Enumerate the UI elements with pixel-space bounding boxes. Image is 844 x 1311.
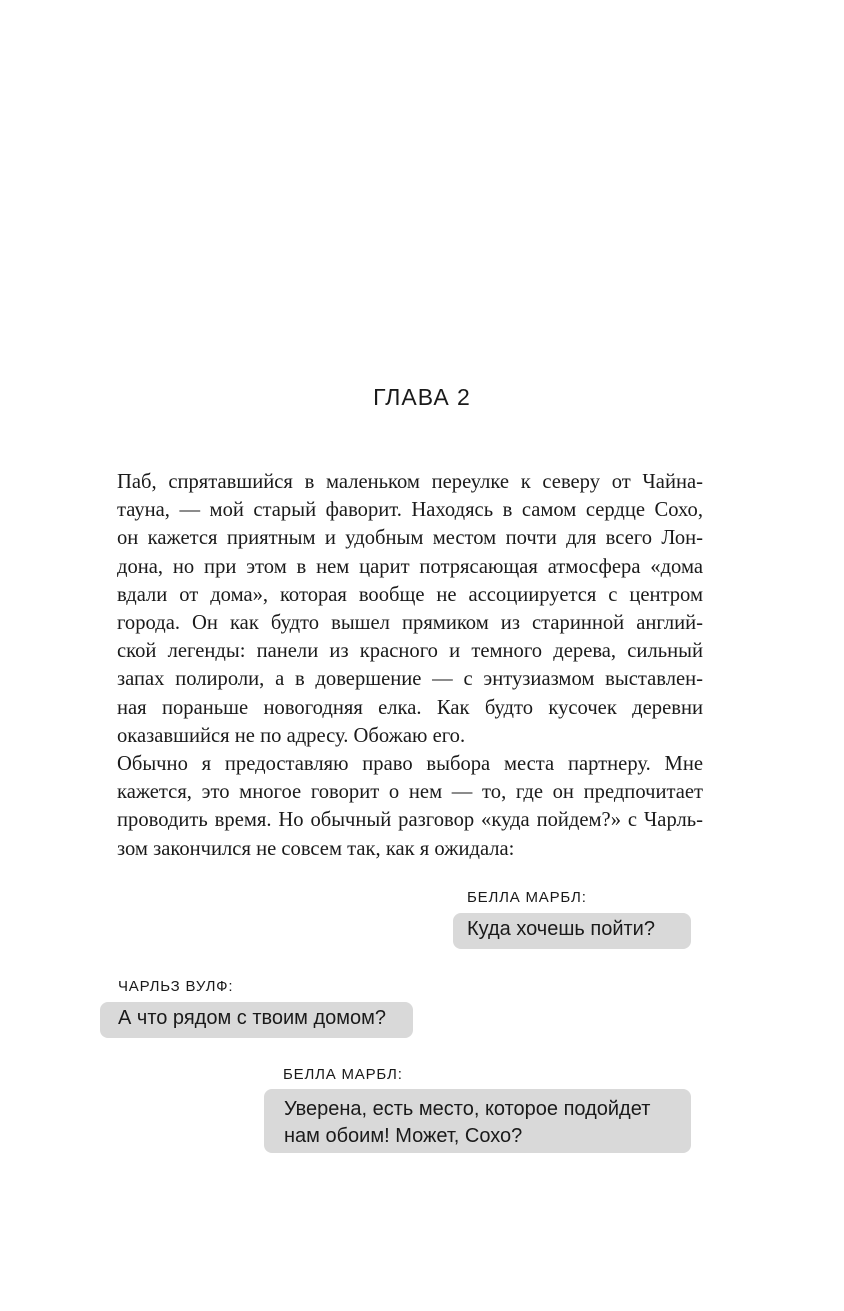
text-line: Паб, спрятавшийся в маленьком переулке к северу от Чайна- bbox=[117, 471, 703, 493]
chat-message-text: нам обоим! Может, Сохо? bbox=[284, 1125, 523, 1147]
text-line: тауна, — мой старый фаворит. Находясь в самом сердце Сохо, bbox=[117, 499, 703, 522]
text-line: запах полироли, а в довершение — с энтузиазмом выставлен- bbox=[117, 668, 703, 691]
text-line: зом закончился не совсем так, как я ожидала: bbox=[117, 837, 515, 860]
paragraph-1 bbox=[117, 468, 703, 750]
text-line: оказавшийся не по адресу. Обожаю его. bbox=[117, 724, 466, 747]
chat-message-text: Уверена, есть место, которое подойдет bbox=[284, 1098, 651, 1120]
text-line: ской легенды: панели из красного и темного дерева, сильный bbox=[117, 640, 703, 663]
text-line: проводить время. Но обычный разговор «куда пойдем?» с Чарль- bbox=[117, 809, 703, 832]
text-line: вдали от дома», которая вообще не ассоциируется с центром bbox=[117, 583, 703, 606]
chat-speaker-charles: ЧАРЛЬЗ ВУЛФ: bbox=[118, 978, 234, 995]
text-line: он кажется приятным и удобным местом почти для всего Лон- bbox=[117, 527, 703, 550]
text-line: Обычно я предоставляю право выбора места партнеру. Мне bbox=[117, 753, 703, 776]
text-line: кажется, это многое говорит о нем — то, где он предпочитает bbox=[117, 781, 703, 804]
chat-bubble-charles bbox=[100, 1002, 413, 1038]
chat-bubble-bella bbox=[453, 913, 691, 949]
text-line: города. Он как будто вышел прямиком из старинной англий- bbox=[117, 612, 703, 635]
chat-speaker-bella: БЕЛЛА МАРБЛ: bbox=[467, 889, 587, 906]
chat-message-text: А что рядом с твоим домом? bbox=[118, 1007, 387, 1029]
chat-message-text: Куда хочешь пойти? bbox=[467, 918, 655, 940]
body-text bbox=[117, 468, 703, 863]
chat-speaker-bella: БЕЛЛА МАРБЛ: bbox=[283, 1066, 403, 1083]
chat-bubble-bella bbox=[264, 1089, 691, 1153]
paragraph-2 bbox=[117, 750, 703, 863]
text-line: дона, но при этом в нем царит потрясающая атмосфера «дома bbox=[117, 555, 703, 578]
text-line: ная пораньше новогодняя елка. Как будто кусочек деревни bbox=[117, 696, 703, 719]
chapter-title: ГЛАВА 2 bbox=[373, 384, 471, 410]
